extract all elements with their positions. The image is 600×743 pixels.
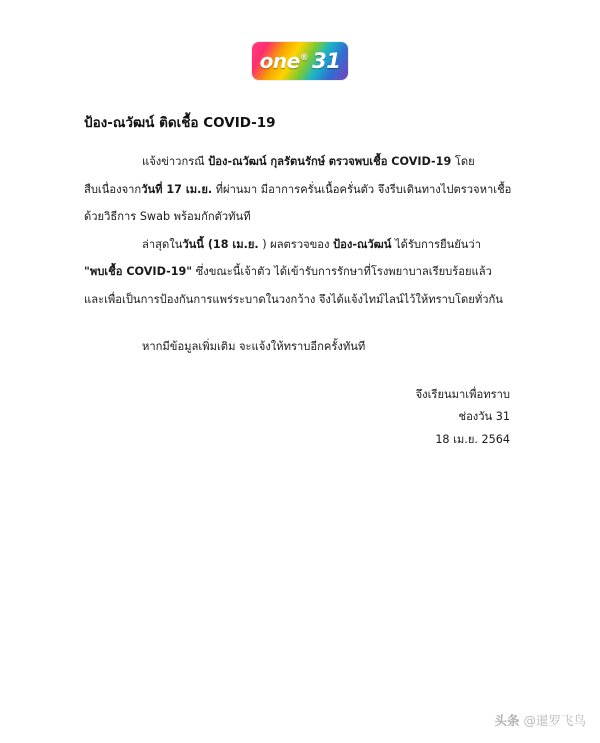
watermark — [494, 711, 586, 729]
text-run: ได้รับการยืนยันว่า — [391, 237, 481, 251]
text-run: สืบเนื่องจาก — [84, 182, 142, 196]
text-run: และเพื่อเป็นการป้องกันการแพร่ระบาดในวงกว้าง จึงได้แจ้งไทม์ไลน์ไว้ให้ทราบโดยทั่วกัน — [84, 292, 503, 306]
paragraph — [84, 151, 516, 173]
text-run-bold: วันที่ 17 เม.ย. — [141, 182, 213, 196]
text-run-bold: วันนี้ (18 เม.ย. — [182, 237, 259, 251]
text-run: ซึ่งขณะนี้เจ้าตัว ได้เข้ารับการรักษาที่โรงพยาบาลเรียบร้อยแล้ว — [192, 265, 492, 279]
watermark-logo: 头条 — [494, 713, 520, 728]
watermark-text: @暹罗飞鸟 — [523, 713, 586, 728]
page-title: ป้อง-ณวัฒน์ ติดเชื้อ COVID-19 — [84, 115, 276, 131]
paragraph — [84, 234, 516, 256]
closing-line-2: ช่องวัน 31 — [458, 410, 510, 424]
text-run-bold: ป้อง-ณวัฒน์ — [333, 237, 392, 251]
logo-inner — [260, 49, 341, 73]
paragraph — [84, 336, 516, 358]
paragraph-list — [84, 151, 516, 358]
text-run: ด้วยวิธีการ Swab พร้อมกักตัวทันที — [84, 210, 251, 224]
paragraph-spacer — [84, 316, 516, 336]
text-run: ล่าสุดใน — [142, 237, 183, 251]
paragraph — [84, 206, 516, 228]
logo-one-text: one — [259, 49, 300, 73]
closing-line-3: 18 เม.ย. 2564 — [435, 432, 510, 446]
logo-registered-icon: ® — [299, 53, 309, 63]
paragraph — [84, 261, 516, 283]
logo-container — [0, 42, 600, 80]
text-run: ) ผลตรวจของ — [258, 237, 334, 251]
text-run: โดย — [451, 155, 475, 169]
one31-logo — [252, 42, 348, 80]
document-body — [84, 113, 516, 451]
text-run: ที่ผ่านมา มีอาการครั่นเนื้อครั่นตัว จึงรีบเดินทางไปตรวจหาเชื้อ — [212, 182, 512, 196]
logo-31-text: 31 — [312, 49, 341, 73]
text-run: หากมีข้อมูลเพิ่มเติม จะแจ้งให้ทราบอีกครั้งทันที — [142, 340, 366, 354]
text-run-bold: ตรวจพบเชื้อ COVID-19 — [328, 155, 452, 169]
text-run-bold: "พบเชื้อ COVID-19" — [84, 265, 193, 279]
closing-line-1: จึงเรียนมาเพื่อทราบ — [415, 387, 510, 401]
text-run: แจ้งข่าวกรณี — [142, 155, 209, 169]
paragraph — [84, 179, 516, 201]
paragraph — [84, 289, 516, 311]
text-run-bold: ป้อง-ณวัฒน์ กุลรัตนรักษ์ — [208, 155, 326, 169]
closing-block — [84, 384, 516, 451]
